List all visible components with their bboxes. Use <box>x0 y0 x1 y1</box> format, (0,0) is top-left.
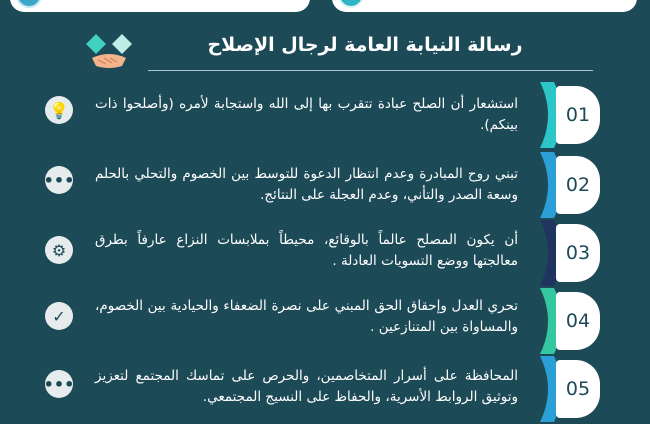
title-underline <box>148 70 593 71</box>
list-item <box>0 80 650 150</box>
list-item <box>0 150 650 220</box>
chat-dots-icon: ••• <box>45 370 73 398</box>
item-number: 03 <box>556 224 600 282</box>
list-item <box>0 286 650 356</box>
check-badge-icon: ✓ <box>45 302 73 330</box>
circle-icon <box>338 0 364 8</box>
item-text: استشعار أن الصلح عبادة تتقرب بها إلى الله واستجابة لأمره (وأصلحوا ذات بينكم). <box>95 96 518 133</box>
list-item <box>0 218 650 288</box>
item-text: تبني روح المبادرة وعدم انتظار الدعوة للتوسط بين الخصوم والتحلي بالحلم وسعة الصدر والتأني، وعدم العجلة على النتائج. <box>95 166 518 203</box>
number-circle <box>16 0 42 8</box>
item-text: المحافظة على أسرار المتخاصمين، والحرص على تماسك المجتمع لتعزيز وتوثيق الروابط الأسرية، والحفاظ على النسيج المجتمعي. <box>95 368 518 405</box>
item-number: 05 <box>556 360 600 418</box>
list-item <box>0 354 650 424</box>
page-title: رسالة النيابة العامة لرجال الإصلاح <box>207 34 523 56</box>
top-bar <box>0 0 650 16</box>
gear-icon: ⚙ <box>45 236 73 264</box>
handshake-icon <box>82 34 136 74</box>
item-text: أن يكون المصلح عالماً بالوقائع، محيطاً بملابسات النزاع عارفاً بطرق معالجتها ووضع التسويات العادلة . <box>95 232 518 269</box>
top-pill-left <box>10 0 310 12</box>
top-pill-right <box>332 0 637 12</box>
item-text: تحري العدل وإحقاق الحق المبني على نصرة الضعفاء والحيادية بين الخصوم، والمساواة بين المتنازعين . <box>95 298 518 335</box>
item-number: 02 <box>556 156 600 214</box>
chat-dots-icon: ••• <box>45 166 73 194</box>
item-number: 01 <box>556 86 600 144</box>
lightbulb-icon: 💡 <box>45 96 73 124</box>
item-number: 04 <box>556 292 600 350</box>
